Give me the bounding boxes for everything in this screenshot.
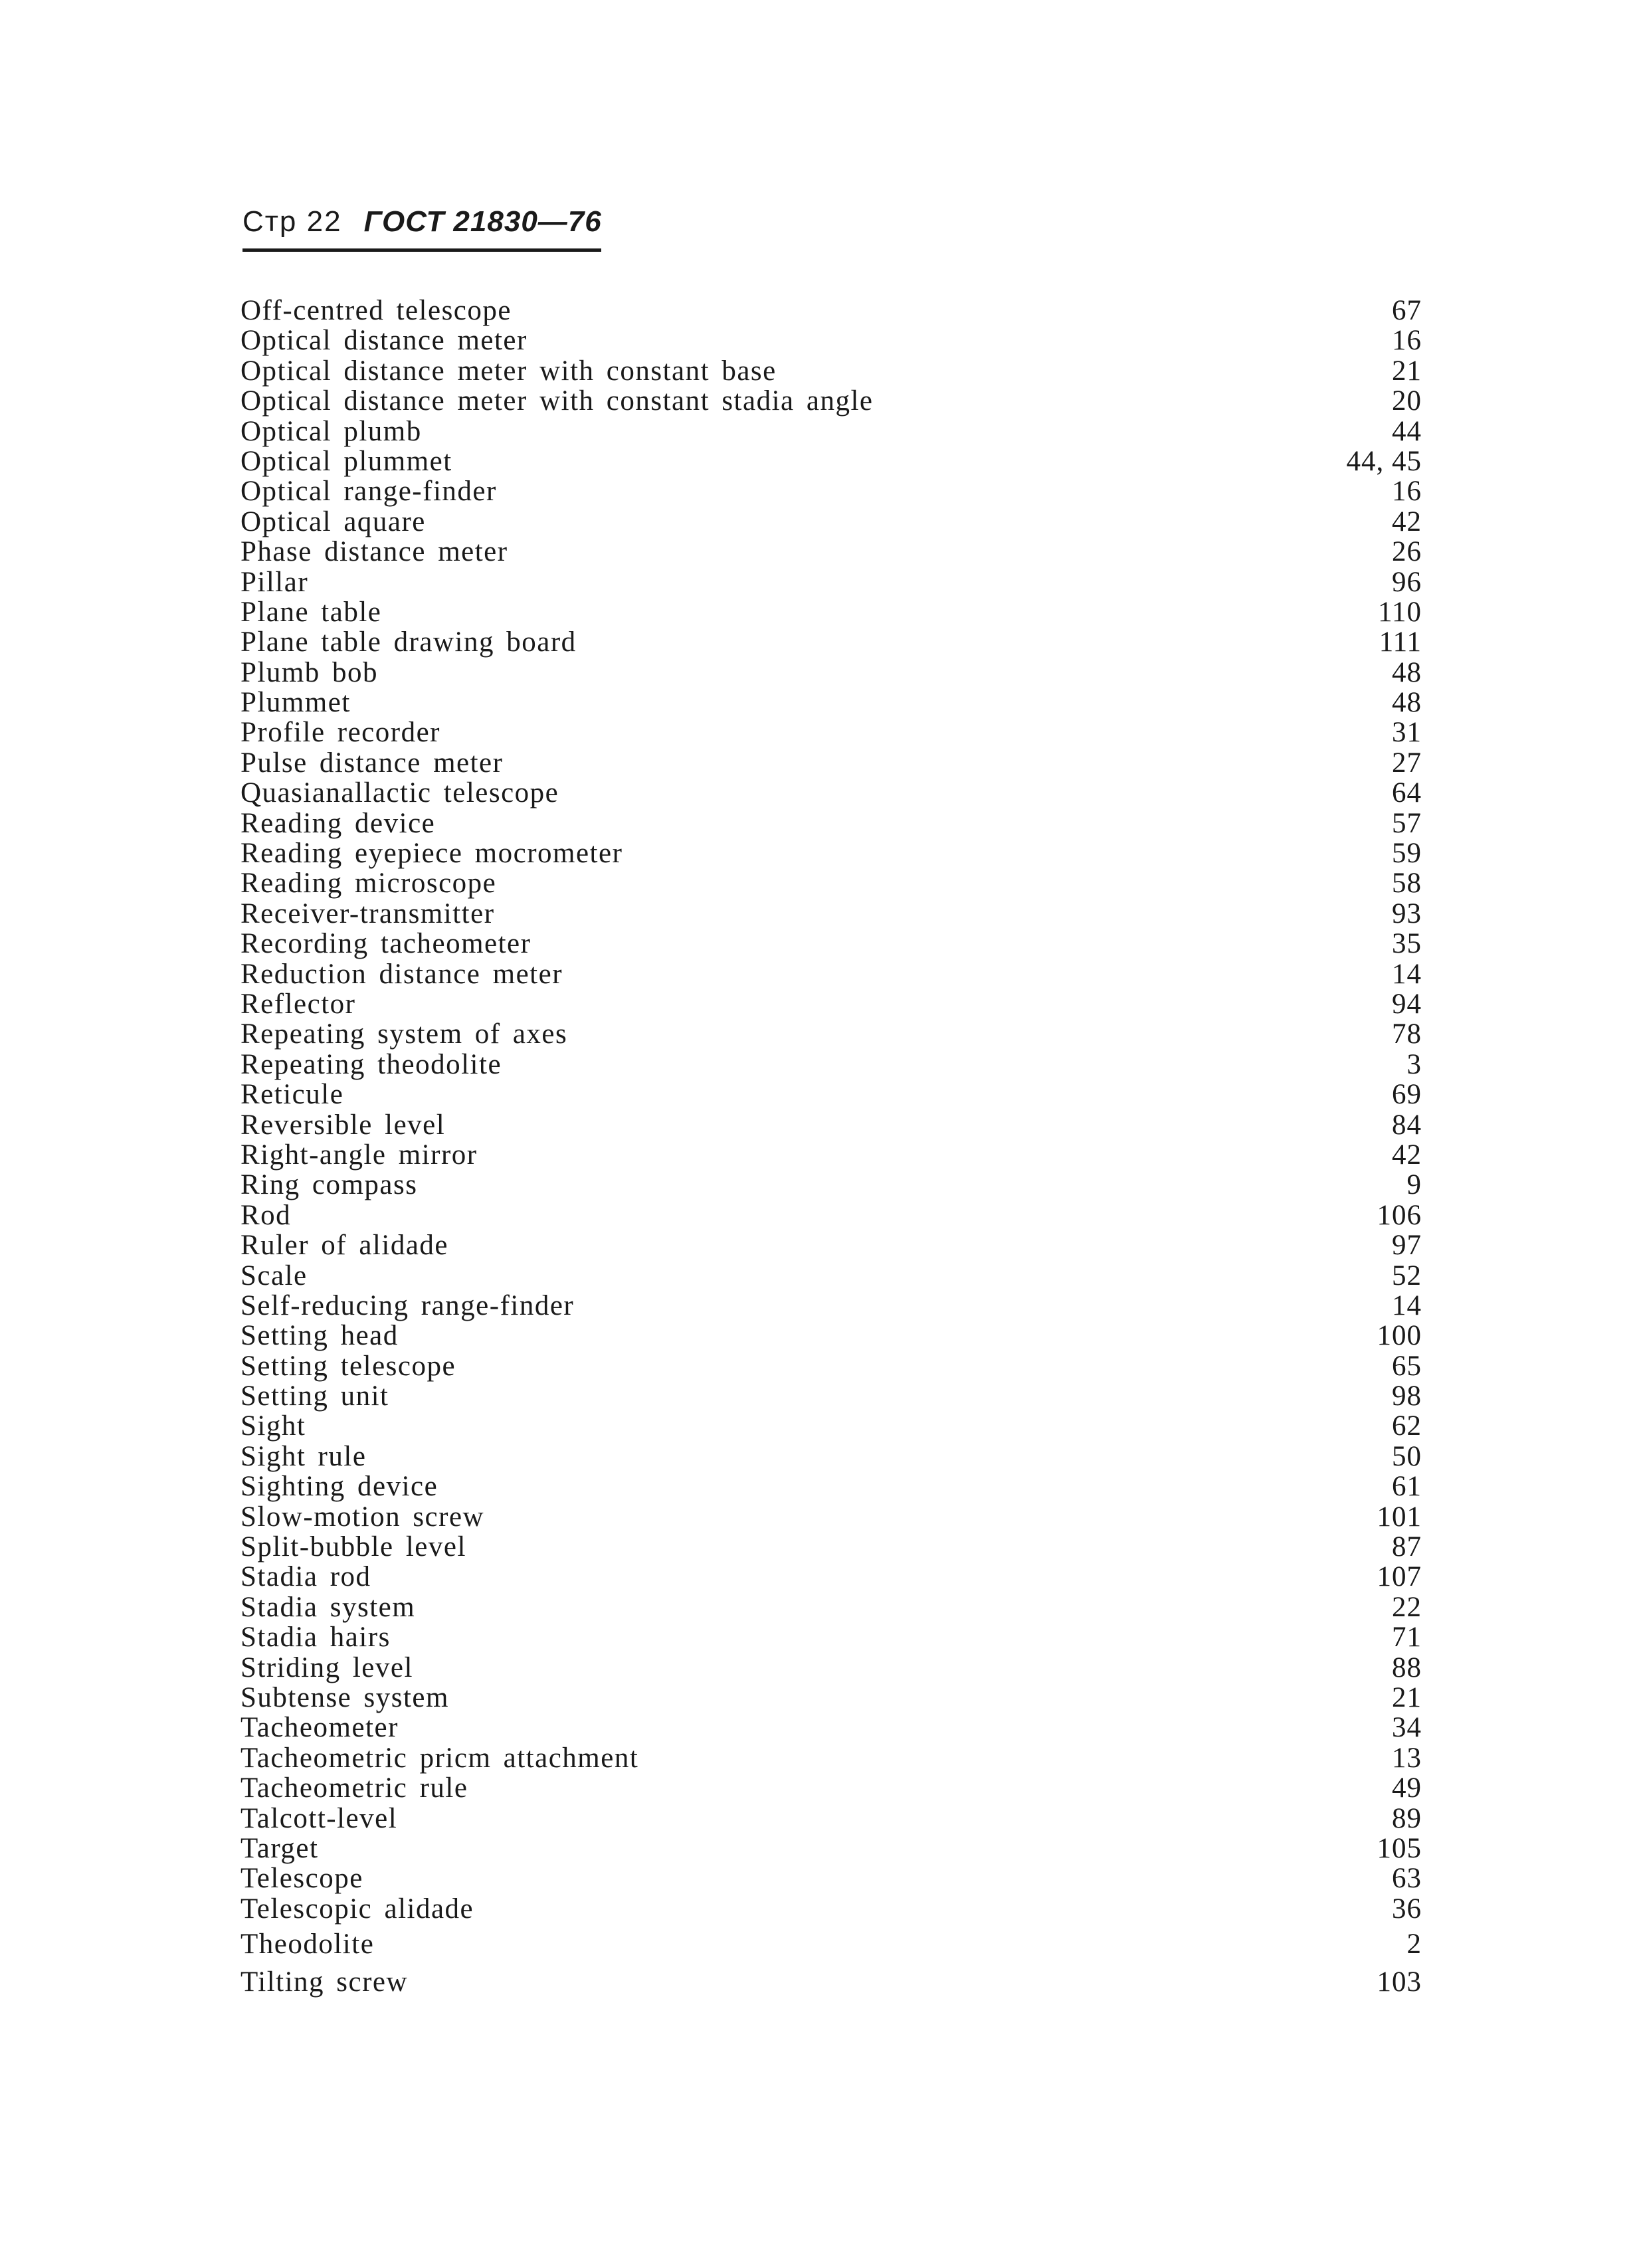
index-entry [241, 1967, 1422, 1997]
index-reference-number: 14 [1392, 958, 1422, 990]
index-reference-number: 63 [1392, 1863, 1422, 1895]
index-reference-number: 16 [1392, 325, 1422, 357]
index-reference-number: 9 [1406, 1169, 1422, 1201]
index-term: Sight [241, 1410, 306, 1442]
index-reference-number: 21 [1392, 355, 1422, 387]
index-entry [241, 326, 1422, 355]
index-entry [241, 838, 1422, 868]
index-reference-number: 48 [1392, 656, 1422, 688]
index-reference-number: 78 [1392, 1018, 1422, 1050]
index-reference-number: 50 [1392, 1440, 1422, 1472]
index-term: Repeating theodolite [241, 1048, 502, 1080]
index-term: Profile recorder [241, 717, 440, 749]
index-entry [241, 1080, 1422, 1109]
index-term: Optical distance meter [241, 325, 528, 357]
index-reference-number: 98 [1392, 1380, 1422, 1412]
index-entry [241, 567, 1422, 597]
index-reference-number: 67 [1392, 295, 1422, 326]
index-entry [241, 597, 1422, 627]
header-rule [242, 248, 601, 252]
index-reference-number: 97 [1392, 1230, 1422, 1262]
index-reference-number: 111 [1379, 626, 1422, 658]
index-entry [241, 868, 1422, 898]
index-term: Pillar [241, 566, 309, 598]
index-entry [241, 1562, 1422, 1592]
index-term: Plummet [241, 687, 351, 719]
index-entry [241, 386, 1422, 416]
index-entry [241, 1321, 1422, 1351]
index-term: Reflector [241, 988, 356, 1020]
index-reference-number: 61 [1392, 1471, 1422, 1503]
index-entry [241, 1140, 1422, 1170]
index-entry [241, 1502, 1422, 1532]
index-entry [241, 1804, 1422, 1834]
index-term: Optical aquare [241, 506, 426, 537]
index-reference-number: 58 [1392, 868, 1422, 899]
index-term: Optical range-finder [241, 476, 497, 508]
index-entry [241, 1110, 1422, 1140]
index-reference-number: 34 [1392, 1712, 1422, 1744]
index-term: Right-angle mirror [241, 1139, 478, 1171]
index-reference-number: 57 [1392, 807, 1422, 839]
index-reference-number: 35 [1392, 928, 1422, 960]
index-term: Setting head [241, 1320, 399, 1352]
index-entry [241, 1683, 1422, 1713]
index-entry [241, 1834, 1422, 1863]
index-term: Sighting device [241, 1471, 438, 1503]
index-entry [241, 476, 1422, 506]
index-reference-number: 49 [1392, 1772, 1422, 1804]
index-term: Reversible level [241, 1109, 446, 1141]
index-entry [241, 1622, 1422, 1652]
index-reference-number: 89 [1392, 1802, 1422, 1834]
index-term: Telescope [241, 1863, 363, 1895]
index-entry [241, 1713, 1422, 1743]
index-term: Target [241, 1832, 319, 1864]
index-term: Quasianallactic telescope [241, 777, 559, 809]
index-reference-number: 31 [1392, 717, 1422, 749]
index-reference-number: 94 [1392, 988, 1422, 1020]
index-entry [241, 1442, 1422, 1471]
index-entry [241, 1019, 1422, 1049]
index-entry [241, 1200, 1422, 1230]
index-entry [241, 748, 1422, 778]
index-entry [241, 658, 1422, 688]
index-entry [241, 1291, 1422, 1321]
index-entry [241, 537, 1422, 567]
index-term: Reading microscope [241, 868, 497, 899]
index-term: Plumb bob [241, 656, 379, 688]
index-entry [241, 1592, 1422, 1622]
index-entry [241, 688, 1422, 717]
index-term: Self-reducing range-finder [241, 1289, 575, 1321]
index-entry [241, 1170, 1422, 1200]
index-term: Optical plummet [241, 445, 452, 477]
index-term: Optical plumb [241, 415, 422, 447]
index-reference-number: 101 [1377, 1501, 1422, 1533]
index-reference-number: 96 [1392, 566, 1422, 598]
index-entry [241, 1653, 1422, 1683]
index-entry [241, 717, 1422, 747]
index-entry [241, 959, 1422, 989]
index-reference-number: 48 [1392, 687, 1422, 719]
index-reference-number: 27 [1392, 747, 1422, 779]
index-term: Optical distance meter with constant stadia angle [241, 385, 874, 417]
index-entry [241, 808, 1422, 838]
index-term: Ruler of alidade [241, 1230, 449, 1262]
index-reference-number: 13 [1392, 1742, 1422, 1774]
index-reference-number: 44, 45 [1346, 445, 1422, 477]
index-term: Theodolite [241, 1929, 375, 1960]
index-entry [241, 929, 1422, 959]
index-reference-number: 105 [1377, 1832, 1422, 1864]
index-reference-number: 42 [1392, 1139, 1422, 1171]
index-entry [241, 1471, 1422, 1501]
index-reference-number: 59 [1392, 838, 1422, 870]
index-term: Telescopic alidade [241, 1893, 474, 1925]
index-term: Reduction distance meter [241, 958, 563, 990]
index-entry [241, 899, 1422, 929]
index-entry [241, 356, 1422, 386]
index-reference-number: 103 [1377, 1966, 1422, 1998]
page-number: Стр 22 [242, 205, 342, 238]
index-entry [241, 1894, 1422, 1924]
index-reference-number: 107 [1377, 1561, 1422, 1593]
index-reference-number: 106 [1377, 1199, 1422, 1231]
index-reference-number: 21 [1392, 1681, 1422, 1713]
index-term: Slow-motion screw [241, 1501, 485, 1533]
index-entry [241, 417, 1422, 446]
index-term: Tacheometric pricm attachment [241, 1742, 639, 1774]
index-reference-number: 42 [1392, 506, 1422, 537]
index-term: Ring compass [241, 1169, 418, 1201]
index-entry [241, 1929, 1422, 1959]
index-entry [241, 1261, 1422, 1291]
index-entry [241, 778, 1422, 808]
index-term: Receiver-transmitter [241, 898, 495, 929]
index-reference-number: 62 [1392, 1410, 1422, 1442]
index-entry [241, 1743, 1422, 1773]
index-entry [241, 1351, 1422, 1381]
index-reference-number: 2 [1406, 1929, 1422, 1960]
index-entry [241, 989, 1422, 1019]
index-term: Tacheometer [241, 1712, 399, 1744]
index-reference-number: 65 [1392, 1350, 1422, 1382]
index-list [241, 296, 1422, 1998]
index-term: Optical distance meter with constant base [241, 355, 777, 387]
index-reference-number: 71 [1392, 1622, 1422, 1654]
index-term: Tilting screw [241, 1966, 409, 1998]
index-term: Striding level [241, 1652, 413, 1683]
index-term: Stadia system [241, 1591, 416, 1623]
index-term: Rod [241, 1199, 292, 1231]
index-reference-number: 26 [1392, 536, 1422, 568]
index-entry [241, 1773, 1422, 1803]
index-term: Reading eyepiece mocrometer [241, 838, 623, 870]
index-reference-number: 44 [1392, 415, 1422, 447]
index-entry [241, 1230, 1422, 1260]
index-term: Plane table [241, 596, 382, 628]
index-term: Sight rule [241, 1440, 367, 1472]
index-term: Phase distance meter [241, 536, 508, 568]
index-term: Repeating system of axes [241, 1018, 568, 1050]
index-reference-number: 22 [1392, 1591, 1422, 1623]
index-term: Setting telescope [241, 1350, 456, 1382]
index-entry [241, 1381, 1422, 1411]
index-reference-number: 93 [1392, 898, 1422, 929]
index-term: Tacheometric rule [241, 1772, 468, 1804]
index-term: Setting unit [241, 1380, 389, 1412]
index-entry [241, 296, 1422, 326]
index-reference-number: 36 [1392, 1893, 1422, 1925]
index-term: Plane table drawing board [241, 626, 577, 658]
index-term: Off-centred telescope [241, 295, 512, 326]
index-reference-number: 87 [1392, 1531, 1422, 1563]
index-term: Pulse distance meter [241, 747, 504, 779]
page-header [242, 205, 602, 238]
index-entry [241, 1050, 1422, 1080]
index-entry [241, 446, 1422, 476]
index-term: Subtense system [241, 1681, 449, 1713]
index-reference-number: 52 [1392, 1260, 1422, 1291]
index-term: Reticule [241, 1079, 344, 1111]
index-term: Reading device [241, 807, 436, 839]
index-term: Scale [241, 1260, 308, 1291]
index-entry [241, 507, 1422, 537]
index-term: Stadia hairs [241, 1622, 391, 1654]
index-reference-number: 100 [1377, 1320, 1422, 1352]
index-term: Talcott-level [241, 1802, 398, 1834]
index-entry [241, 1863, 1422, 1893]
index-term: Stadia rod [241, 1561, 371, 1593]
index-reference-number: 20 [1392, 385, 1422, 417]
index-entry [241, 1532, 1422, 1562]
index-entry [241, 1411, 1422, 1441]
index-reference-number: 88 [1392, 1652, 1422, 1683]
index-reference-number: 64 [1392, 777, 1422, 809]
index-term: Recording tacheometer [241, 928, 531, 960]
standard-designation: ГОСТ 21830—76 [363, 205, 602, 238]
index-reference-number: 69 [1392, 1079, 1422, 1111]
index-reference-number: 3 [1406, 1048, 1422, 1080]
index-reference-number: 14 [1392, 1289, 1422, 1321]
index-reference-number: 16 [1392, 476, 1422, 508]
index-reference-number: 84 [1392, 1109, 1422, 1141]
index-entry [241, 627, 1422, 657]
index-reference-number: 110 [1378, 596, 1422, 628]
index-term: Split-bubble level [241, 1531, 466, 1563]
